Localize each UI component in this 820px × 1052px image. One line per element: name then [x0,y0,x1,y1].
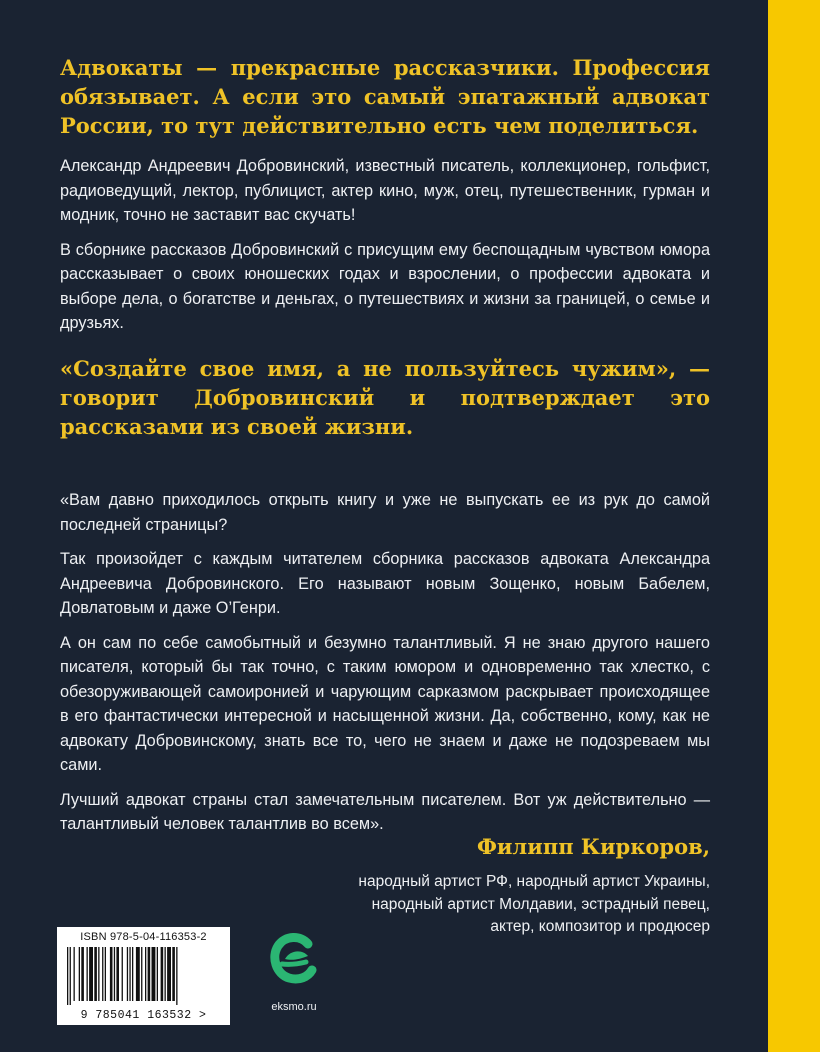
publisher-site: eksmo.ru [271,1001,317,1013]
signature-line-1: народный артист РФ, народный артист Украины, [358,873,710,890]
barcode-bar [89,947,93,1001]
lead-paragraph: Адвокаты — прекрасные рассказчики. Профессия обязывает. А если это самый эпатажный адвокат России, то тут действительно есть чем поделиться. [60,55,710,138]
highlight-quote: «Создайте свое имя, а не пользуйтесь чужим», — говорит Добровинский и подтверждает это рассказами из своей жизни. [60,356,710,439]
signature-line-2: народный артист Молдавии, эстрадный певец, [371,895,710,913]
barcode-bar [152,947,156,1001]
barcode-bar [127,947,128,1001]
intro-paragraph-1: Александр Андреевич Добровинский, известный писатель, коллекционер, гольфист, радиоведущий, лектор, публицист, актер кино, муж, отец, путешественник, гурман и модник, точно не заставит вас скучать! [60,157,710,224]
barcode-bar [102,947,103,1001]
barcode-bar [116,947,119,1001]
barcode-bar [136,947,140,1001]
barcode-bar [132,947,133,1001]
barcode-bar [94,947,97,1001]
barcode-bar [165,947,166,1001]
barcode-bar [81,947,84,1001]
barcode [57,927,230,1025]
yellow-side-stripe [768,0,820,1052]
barcode-bar [122,947,123,1001]
eksmo-logo-icon [268,929,318,987]
barcode-bar [114,947,115,1001]
review-paragraph-1: «Вам давно приходилось открыть книгу и уже не выпускать ее из рук до самой последней страницы? [60,491,710,534]
barcode-bar [98,947,99,1001]
signature-line-3: актер, композитор и продюсер [490,918,710,935]
barcode-bar [145,947,146,1001]
barcode-bar [110,947,113,1001]
barcode-bar [161,947,164,1001]
review-paragraph-2: Так произойдет с каждым читателем сборника рассказов адвоката Александра Андреевича Добровинского. Его называют новым Зощенко, новым Бабелем, Довлатовым и даже О’Генри. [60,550,710,617]
barcode-bars [67,947,220,1005]
intro-paragraph-2: В сборнике рассказов Добровинский с присущим ему беспощадным чувством юмора рассказывает о своих юношеских годах и взрослении, о профессии адвоката и выборе дела, о богатстве и деньгах, о путешествиях и жизни за границей, о семье и друзьях. [60,240,710,332]
isbn-text: ISBN 978-5-04-116353-2 [80,931,207,943]
review-paragraph-3: А он сам по себе самобытный и безумно талантливый. Я не знаю другого нашего писателя, который бы так точно, с таким юмором и одновременно так хлестко, с обезоруживающей самоиронией и чарующим сарказмом раскрывает происходящее в его фантастически интересной и насыщенной жизни. Да, собственно, кому, как не адвокату Добровинскому, знать все то, чего не знаем и даже не подозреваем мы сами. [60,633,710,774]
signature-description [260,871,710,939]
barcode-bar [105,947,106,1001]
barcode-bar [172,947,175,1001]
barcode-bar [79,947,80,1001]
barcode-bar [67,947,68,1005]
signature-name: Филипп Киркоров, [476,834,710,859]
barcode-bar [176,947,177,1005]
barcode-bar [74,947,75,1001]
barcode-bar [129,947,130,1001]
barcode-digits: 9 785041 163532 > [80,1009,207,1022]
intro-text [60,154,710,336]
barcode-bar [87,947,88,1001]
barcode-bar [157,947,158,1001]
review-paragraph-4: Лучший адвокат страны стал замечательным писателем. Вот уж действительно — талантливый человек талантлив во всем». [60,790,710,833]
barcode-bar [167,947,171,1001]
barcode-bar [141,947,142,1001]
barcode-bar [70,947,71,1005]
barcode-bar [148,947,151,1001]
review-text [60,488,710,837]
